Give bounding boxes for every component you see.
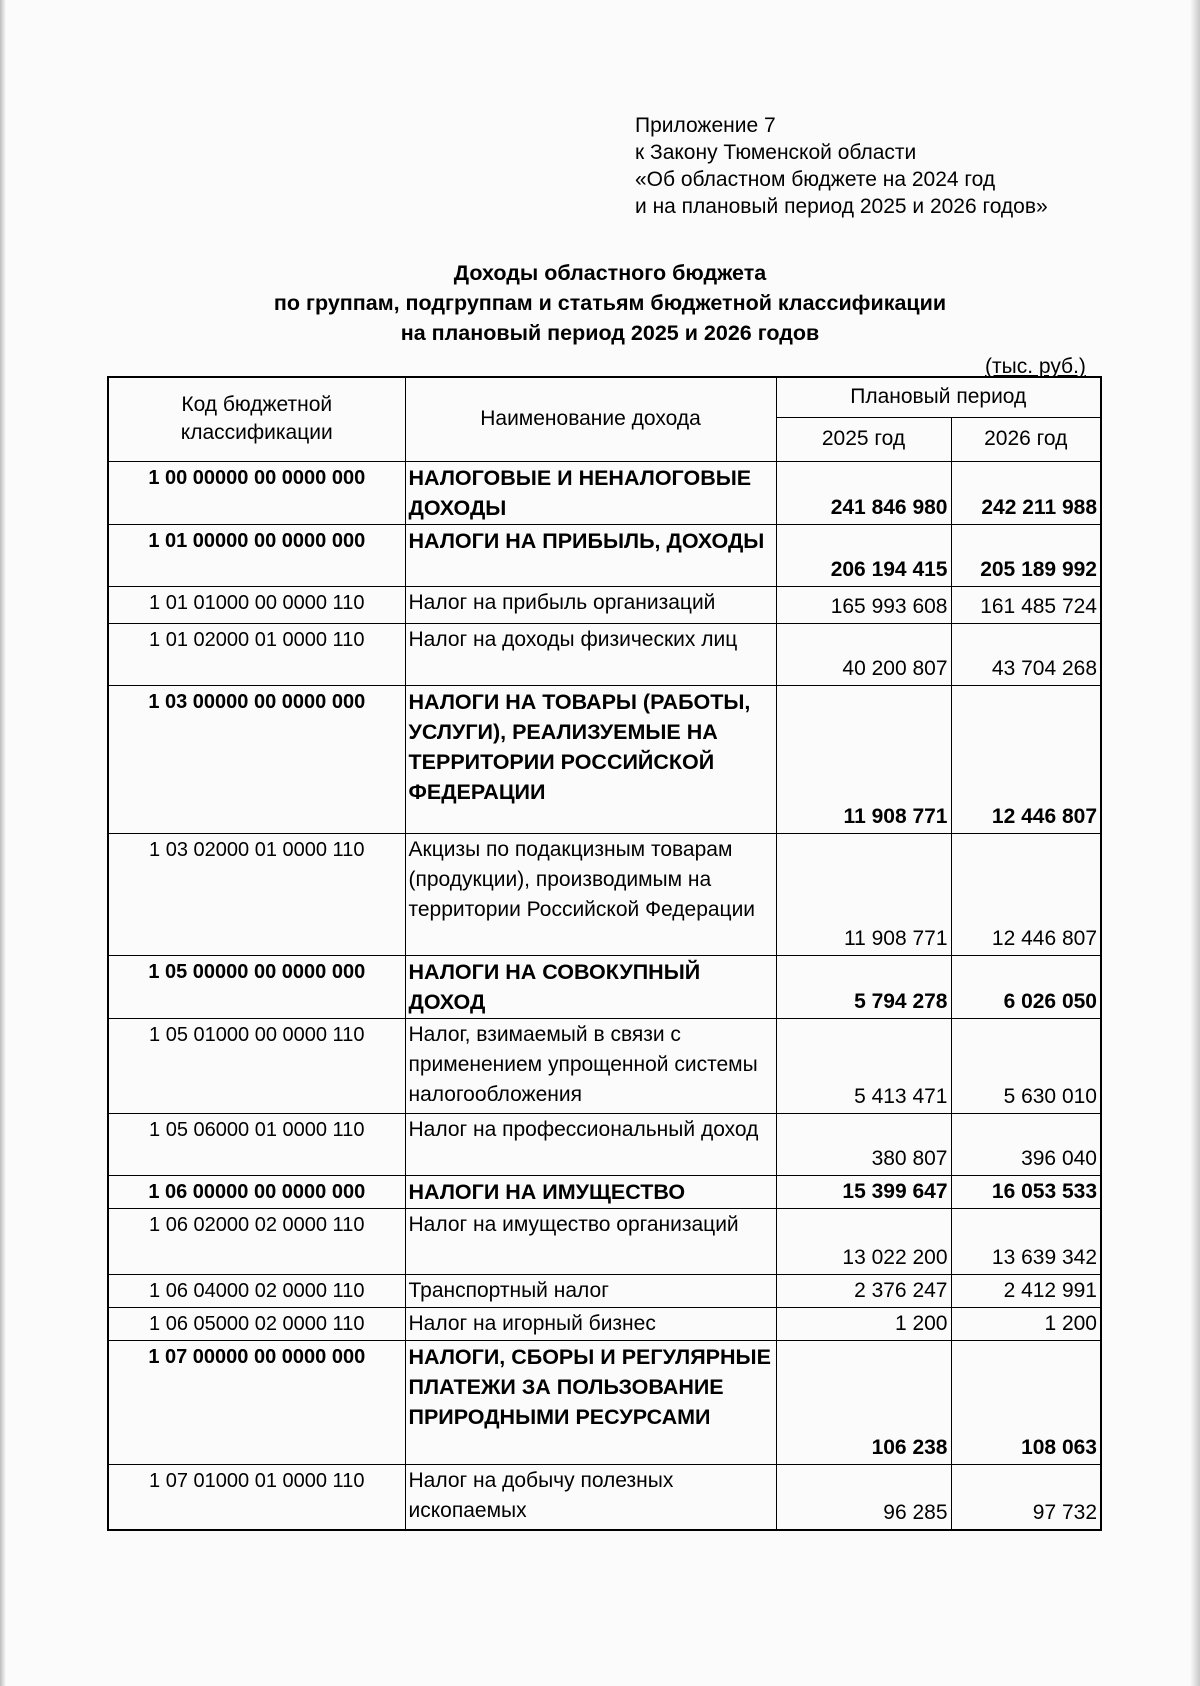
row-value-2026: 242 211 988: [951, 461, 1101, 524]
table-row: [108, 1208, 1101, 1274]
row-name: НАЛОГОВЫЕ И НЕНАЛОГОВЫЕ ДОХОДЫ: [405, 461, 776, 524]
table-row: [108, 833, 1101, 955]
table-row: [108, 955, 1101, 1018]
table-row: [108, 1340, 1101, 1464]
row-name: НАЛОГИ НА ТОВАРЫ (РАБОТЫ, УСЛУГИ), РЕАЛИЗУЕМЫЕ НА ТЕРРИТОРИИ РОССИЙСКОЙ ФЕДЕРАЦИИ: [405, 685, 776, 833]
row-value-2025: 11 908 771: [776, 833, 951, 955]
row-name: НАЛОГИ НА ПРИБЫЛЬ, ДОХОДЫ: [405, 524, 776, 586]
row-code: 1 00 00000 00 0000 000: [108, 461, 405, 524]
row-value-2026: 396 040: [951, 1113, 1101, 1175]
row-name: НАЛОГИ НА ИМУЩЕСТВО: [405, 1175, 776, 1208]
row-code: 1 06 04000 02 0000 110: [108, 1274, 405, 1307]
row-code: 1 06 00000 00 0000 000: [108, 1175, 405, 1208]
row-name: НАЛОГИ НА СОВОКУПНЫЙ ДОХОД: [405, 955, 776, 1018]
table-row: [108, 1307, 1101, 1340]
row-value-2026: 108 063: [951, 1340, 1101, 1464]
row-value-2026: 5 630 010: [951, 1018, 1101, 1113]
row-code: 1 05 06000 01 0000 110: [108, 1113, 405, 1175]
header-year-2025: 2025 год: [776, 417, 951, 461]
row-name: Налог на профессиональный доход: [405, 1113, 776, 1175]
row-value-2026: 12 446 807: [951, 685, 1101, 833]
row-value-2026: 205 189 992: [951, 524, 1101, 586]
row-name: Налог на прибыль организаций: [405, 586, 776, 623]
appendix-line: «Об областном бюджете на 2024 год: [635, 168, 996, 191]
title-line: по группам, подгруппам и статьям бюджетной классификации: [273, 291, 947, 315]
row-name: Транспортный налог: [405, 1274, 776, 1307]
header-period: Плановый период: [776, 377, 1101, 417]
document-title: [100, 258, 1120, 348]
row-value-2025: 13 022 200: [776, 1208, 951, 1274]
row-value-2026: 97 732: [951, 1464, 1101, 1530]
row-value-2025: 1 200: [776, 1307, 951, 1340]
title-line: Доходы областного бюджета: [453, 261, 767, 285]
table-row: [108, 1175, 1101, 1208]
appendix-line: Приложение 7: [635, 114, 776, 137]
row-value-2026: 6 026 050: [951, 955, 1101, 1018]
row-value-2026: 2 412 991: [951, 1274, 1101, 1307]
row-value-2025: 241 846 980: [776, 461, 951, 524]
row-name: Акцизы по подакцизным товарам (продукции), производимым на территории Российской Федерации: [405, 833, 776, 955]
row-code: 1 01 01000 00 0000 110: [108, 586, 405, 623]
header-name: Наименование дохода: [405, 377, 776, 461]
row-value-2025: 165 993 608: [776, 586, 951, 623]
row-code: 1 07 00000 00 0000 000: [108, 1340, 405, 1464]
scan-edge-right: [1190, 0, 1200, 1686]
row-value-2026: 16 053 533: [951, 1175, 1101, 1208]
row-code: 1 05 00000 00 0000 000: [108, 955, 405, 1018]
row-value-2026: 1 200: [951, 1307, 1101, 1340]
row-code: 1 05 01000 00 0000 110: [108, 1018, 405, 1113]
table-row: [108, 586, 1101, 623]
row-name: Налог на имущество организаций: [405, 1208, 776, 1274]
row-value-2025: 2 376 247: [776, 1274, 951, 1307]
appendix-line: к Закону Тюменской области: [635, 141, 917, 164]
row-code: 1 06 02000 02 0000 110: [108, 1208, 405, 1274]
scan-edge-left: [0, 0, 6, 1686]
row-code: 1 06 05000 02 0000 110: [108, 1307, 405, 1340]
row-name: НАЛОГИ, СБОРЫ И РЕГУЛЯРНЫЕ ПЛАТЕЖИ ЗА ПОЛЬЗОВАНИЕ ПРИРОДНЫМИ РЕСУРСАМИ: [405, 1340, 776, 1464]
row-value-2026: 13 639 342: [951, 1208, 1101, 1274]
header-code: Код бюджетной классификации: [108, 377, 405, 461]
row-code: 1 07 01000 01 0000 110: [108, 1464, 405, 1530]
row-name: Налог, взимаемый в связи с применением упрощенной системы налогообложения: [405, 1018, 776, 1113]
row-value-2025: 106 238: [776, 1340, 951, 1464]
row-value-2025: 5 413 471: [776, 1018, 951, 1113]
table-row: [108, 623, 1101, 685]
row-value-2026: 43 704 268: [951, 623, 1101, 685]
row-value-2025: 96 285: [776, 1464, 951, 1530]
row-code: 1 01 02000 01 0000 110: [108, 623, 405, 685]
table-row: [108, 461, 1101, 524]
appendix-line: и на плановый период 2025 и 2026 годов»: [635, 195, 1048, 218]
table-row: [108, 1018, 1101, 1113]
row-value-2025: 5 794 278: [776, 955, 951, 1018]
row-value-2025: 11 908 771: [776, 685, 951, 833]
row-code: 1 03 02000 01 0000 110: [108, 833, 405, 955]
row-value-2025: 15 399 647: [776, 1175, 951, 1208]
table-row: [108, 1274, 1101, 1307]
row-code: 1 03 00000 00 0000 000: [108, 685, 405, 833]
table-row: [108, 1464, 1101, 1530]
table-row: [108, 685, 1101, 833]
row-name: Налог на доходы физических лиц: [405, 623, 776, 685]
row-value-2025: 206 194 415: [776, 524, 951, 586]
row-value-2025: 40 200 807: [776, 623, 951, 685]
row-value-2025: 380 807: [776, 1113, 951, 1175]
budget-income-table: [107, 376, 1102, 1531]
units-label: (тыс. руб.): [985, 355, 1086, 378]
row-value-2026: 161 485 724: [951, 586, 1101, 623]
title-line: на плановый период 2025 и 2026 годов: [400, 321, 820, 345]
row-name: Налог на игорный бизнес: [405, 1307, 776, 1340]
table-row: [108, 1113, 1101, 1175]
table-row: [108, 524, 1101, 586]
row-name: Налог на добычу полезных ископаемых: [405, 1464, 776, 1530]
header-year-2026: 2026 год: [951, 417, 1101, 461]
row-code: 1 01 00000 00 0000 000: [108, 524, 405, 586]
row-value-2026: 12 446 807: [951, 833, 1101, 955]
appendix-note: [635, 112, 1048, 220]
